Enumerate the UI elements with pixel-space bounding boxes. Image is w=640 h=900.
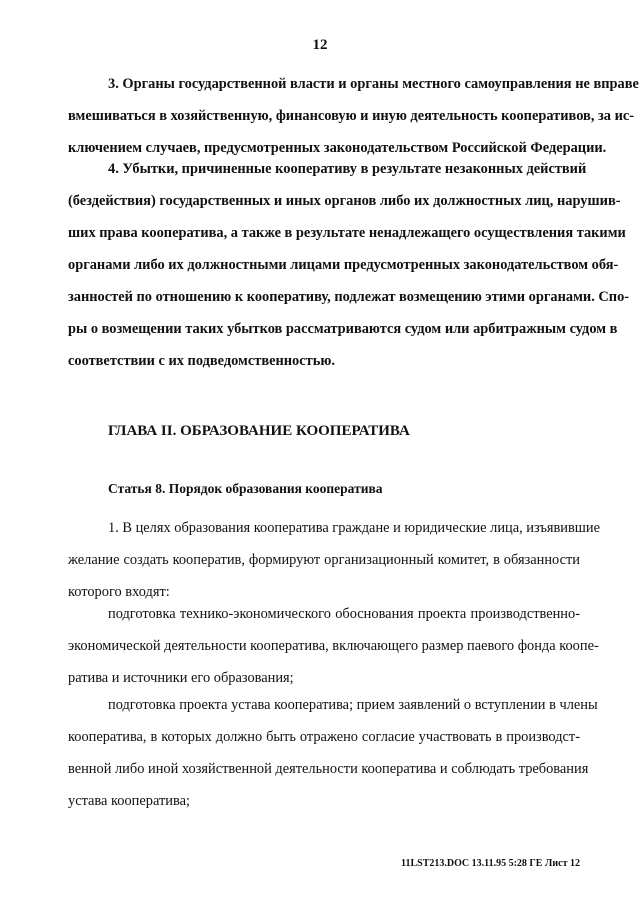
article-heading: Статья 8. Порядок образования кооператива	[108, 481, 383, 496]
text-line: подготовка технико-экономического обоснования проекта производственно-	[108, 606, 580, 622]
text-line: экономической деятельности кооператива, включающего размер паевого фонда коопе-	[68, 638, 599, 654]
text-line: кооператива, в которых должно быть отражено согласие участвовать в производст-	[68, 729, 580, 745]
text-line: ры о возмещении таких убытков рассматриваются судом или арбитражным судом в	[68, 321, 618, 337]
text-line: ключением случаев, предусмотренных законодательством Российской Федерации.	[68, 140, 607, 156]
chapter-heading: ГЛАВА II. ОБРАЗОВАНИЕ КООПЕРАТИВА	[108, 423, 410, 439]
text-line: органами либо их должностными лицами предусмотренных законодательством обя-	[68, 257, 619, 273]
text-line: 3. Органы государственной власти и органы местного самоуправления не вправе	[108, 76, 639, 92]
text-line: ших права кооператива, а также в результате ненадлежащего осуществления такими	[68, 225, 626, 241]
text-line: соответствии с их подведомственностью.	[68, 353, 335, 369]
text-line: устава кооператива;	[68, 793, 190, 809]
paragraph-4	[68, 159, 630, 371]
text-line: 1. В целях образования кооператива граждане и юридические лица, изъявившие	[108, 520, 600, 536]
article-8-paragraph-1	[68, 518, 600, 602]
document-footer: 11LST213.DOC 13.11.95 5:28 ГЕ Лист 12	[401, 858, 580, 869]
text-line: которого входят:	[68, 584, 170, 600]
text-line: (бездействия) государственных и иных органов либо их должностных лиц, нарушив-	[68, 193, 621, 209]
text-line: занностей по отношению к кооперативу, подлежат возмещению этими органами. Спо-	[68, 289, 630, 305]
text-line: 4. Убытки, причиненные кооперативу в результате незаконных действий	[108, 161, 587, 177]
text-line: подготовка проекта устава кооператива; прием заявлений о вступлении в члены	[108, 697, 598, 713]
text-line: желание создать кооператив, формируют организационный комитет, в обязанности	[68, 552, 580, 568]
text-line: ратива и источники его образования;	[68, 670, 294, 686]
page-number: 12	[312, 37, 328, 53]
article-8-item-2	[68, 695, 598, 811]
text-line: венной либо иной хозяйственной деятельности кооператива и соблюдать требования	[68, 761, 589, 777]
text-line: вмешиваться в хозяйственную, финансовую и иную деятельность кооперативов, за ис-	[68, 108, 635, 124]
article-8-item-1	[68, 604, 599, 688]
paragraph-3	[68, 74, 639, 158]
